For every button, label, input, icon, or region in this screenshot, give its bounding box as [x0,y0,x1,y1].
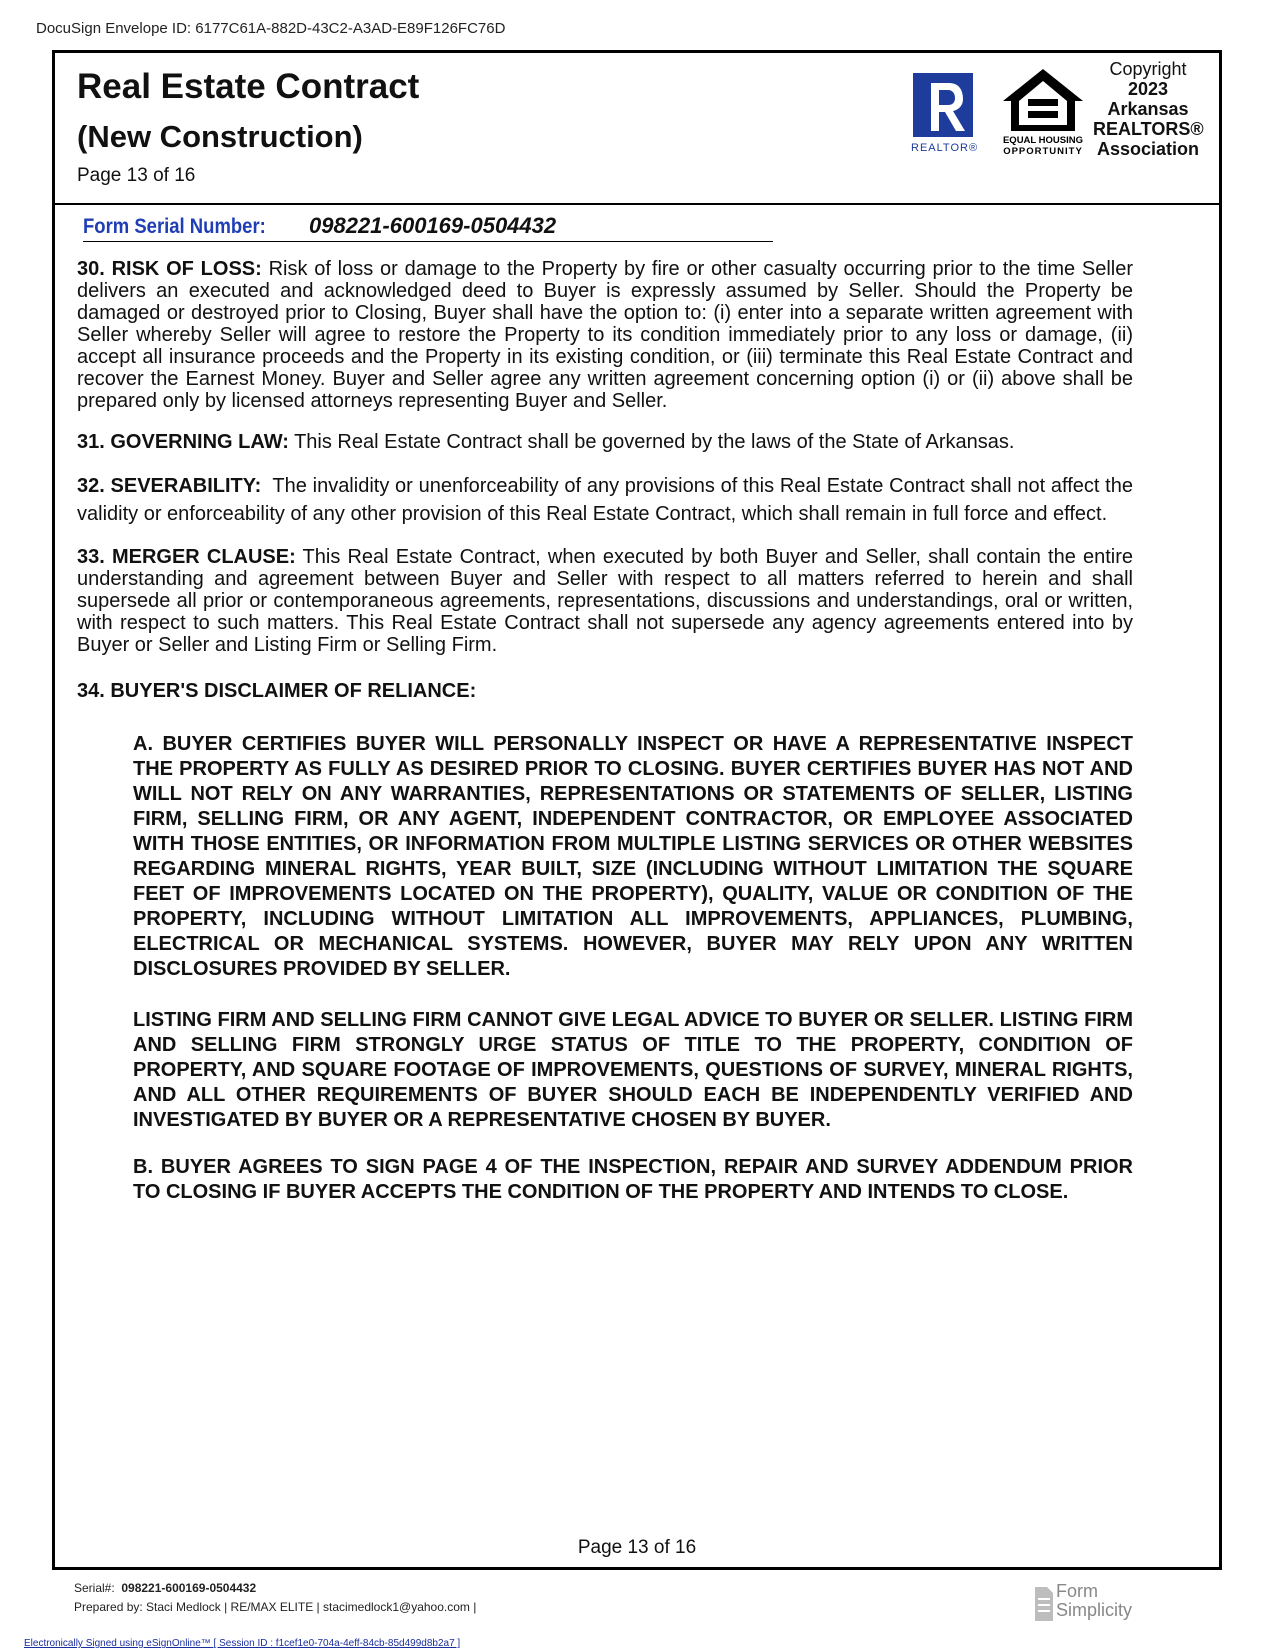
section-30-title: 30. RISK OF LOSS: [77,258,262,280]
copyright-notice [1093,59,1203,159]
eho-logo-text-1: EQUAL HOUSING [1002,135,1084,146]
section-30-body: Risk of loss or damage to the Property by fire or other casualty occurring prior to the time Seller delivers an executed and acknowledged deed to Buyer is expressly assumed by Seller. Should the Property be damaged or destroyed prior to Closing, Buyer shall have the option to: (i) enter into a separate written agreement with Seller whereby Seller will agree to restore the Property to its condition immediately prior to any loss or damage, (ii) accept all insurance proceeds and the Property in its existing condition, or (iii) terminate this Real Estate Contract and recover the Earnest Money. Buyer and Seller agree any written agreement concerning option (i) or (ii) above shall be prepared only by licensed attorneys representing Buyer and Seller. [77,258,1134,412]
copyright-org-line: REALTORS® [1093,119,1204,139]
section-34-listing-firm: LISTING FIRM AND SELLING FIRM CANNOT GIVE LEGAL ADVICE TO BUYER OR SELLER. LISTING FIRM AND SELLING FIRM STRONGLY URGE STATUS OF TITLE TO THE PROPERTY, CONDITION OF PROPERTY, AND SQUARE FOOTAGE OF IMPROVEMENTS, QUESTIONS OF SURVEY, MINERAL RIGHTS, AND ALL OTHER REQUIREMENTS OF BUYER SHOULD EACH BE INDEPENDENTLY VERIFIED AND INVESTIGATED BY BUYER OR A REPRESENTATIVE CHOSEN BY BUYER. [133,1009,1133,1131]
section-34-a: A. BUYER CERTIFIES BUYER WILL PERSONALLY INSPECT OR HAVE A REPRESENTATIVE INSPECT THE PROPERTY AS FULLY AS DESIRED PRIOR TO CLOSING. BUYER CERTIFIES BUYER HAS NOT AND WILL NOT RELY ON ANY WARRANTIES, REPRESENTATIONS OR STATEMENTS OF SELLER, LISTING FIRM, SELLING FIRM, OR ANY AGENT, INDEPENDENT CONTRACTOR, OR EMPLOYEE ASSOCIATED WITH THOSE ENTITIES, OR INFORMATION FROM MULTIPLE LISTING SERVICES OR OTHER WEBSITES REGARDING MINERAL RIGHTS, YEAR BUILT, SIZE (INCLUDING WITHOUT LIMITATION THE SQUARE FEET OF IMPROVEMENTS LOCATED ON THE PROPERTY), QUALITY, VALUE OR CONDITION OF THE PROPERTY, INCLUDING WITHOUT LIMITATION ALL IMPROVEMENTS, APPLIANCES, PLUMBING, ELECTRICAL OR MECHANICAL SYSTEMS. HOWEVER, BUYER MAY RELY UPON ANY WRITTEN DISCLOSURES PROVIDED BY SELLER. [133,733,1133,980]
serial-value: 098221-600169-0504432 [309,213,557,238]
form-title: Real Estate Contract [77,67,420,106]
section-31 [77,431,1133,453]
copyright-year: 2023 [1127,79,1169,99]
header-page-number: Page 13 of 16 [77,165,196,186]
realtor-logo-text: REALTOR® [911,142,979,154]
form-simplicity-logo [1034,1582,1144,1626]
section-31-title: 31. GOVERNING LAW: [77,431,289,453]
form-serial-row [83,213,773,242]
footer-page-number: Page 13 of 16 [577,1537,697,1558]
section-32-body: The invalidity or unenforceability of any provisions of this Real Estate Contract shall not affect the validity or enforceability of any other provision of this Real Estate Contract, which shall remain in full force and effect. [77,475,1133,525]
section-34-b: B. BUYER AGREES TO SIGN PAGE 4 OF THE INSPECTION, REPAIR AND SURVEY ADDENDUM PRIOR TO CLOSING IF BUYER ACCEPTS THE CONDITION OF THE PROPERTY AND INTENDS TO CLOSE. [133,1156,1133,1203]
realtor-logo-icon [911,73,979,155]
footer-serial-label: Serial#: [74,1581,115,1595]
section-33-body: This Real Estate Contract, when executed by both Buyer and Seller, shall contain the entire understanding and agreement between Buyer and Seller with respect to all matters referred to herein and shall supersede all prior or contemporaneous agreements, representations, discussions and understandings, oral or written, with respect to such matters. This Real Estate Contract shall not supersede any agency agreements entered into by Buyer or Seller and Listing Firm or Selling Firm. [77,546,1133,656]
footer-serial [74,1581,256,1595]
document-icon [1034,1586,1054,1622]
prepared-by: Prepared by: Staci Medlock | RE/MAX ELITE | stacimedlock1@yahoo.com | [74,1600,477,1614]
footer-serial-value: 098221-600169-0504432 [121,1581,257,1595]
copyright-line: Copyright [1109,59,1187,79]
eho-logo-text-2: OPPORTUNITY [1003,146,1083,155]
section-34-title: 34. BUYER'S DISCLAIMER OF RELIANCE: [77,680,477,702]
contract-body [77,258,1133,1225]
section-33 [77,546,1133,656]
section-32-title: 32. SEVERABILITY: [77,475,262,497]
section-32 [77,472,1133,528]
serial-label: Form Serial Number: [83,215,266,238]
document-frame [52,50,1222,1570]
copyright-org-line: Arkansas [1107,99,1189,119]
equal-housing-logo-icon [997,63,1089,155]
copyright-org-line: Association [1096,139,1200,159]
section-31-body: This Real Estate Contract shall be governed by the laws of the State of Arkansas. [294,431,1015,453]
section-33-title: 33. MERGER CLAUSE: [77,546,296,568]
envelope-id: DocuSign Envelope ID: 6177C61A-882D-43C2-A3AD-E89F126FC76D [36,20,506,37]
form-header [55,53,1219,205]
esign-link[interactable]: Electronically Signed using eSignOnline™ [ Session ID : f1cef1e0-704a-4eff-84cb-85d499d8b2a7 ] [24,1638,461,1649]
brand-line-1: Form [1056,1581,1098,1601]
form-subtitle: (New Construction) [77,119,363,154]
section-30 [77,258,1133,412]
brand-line-2: Simplicity [1056,1600,1133,1620]
